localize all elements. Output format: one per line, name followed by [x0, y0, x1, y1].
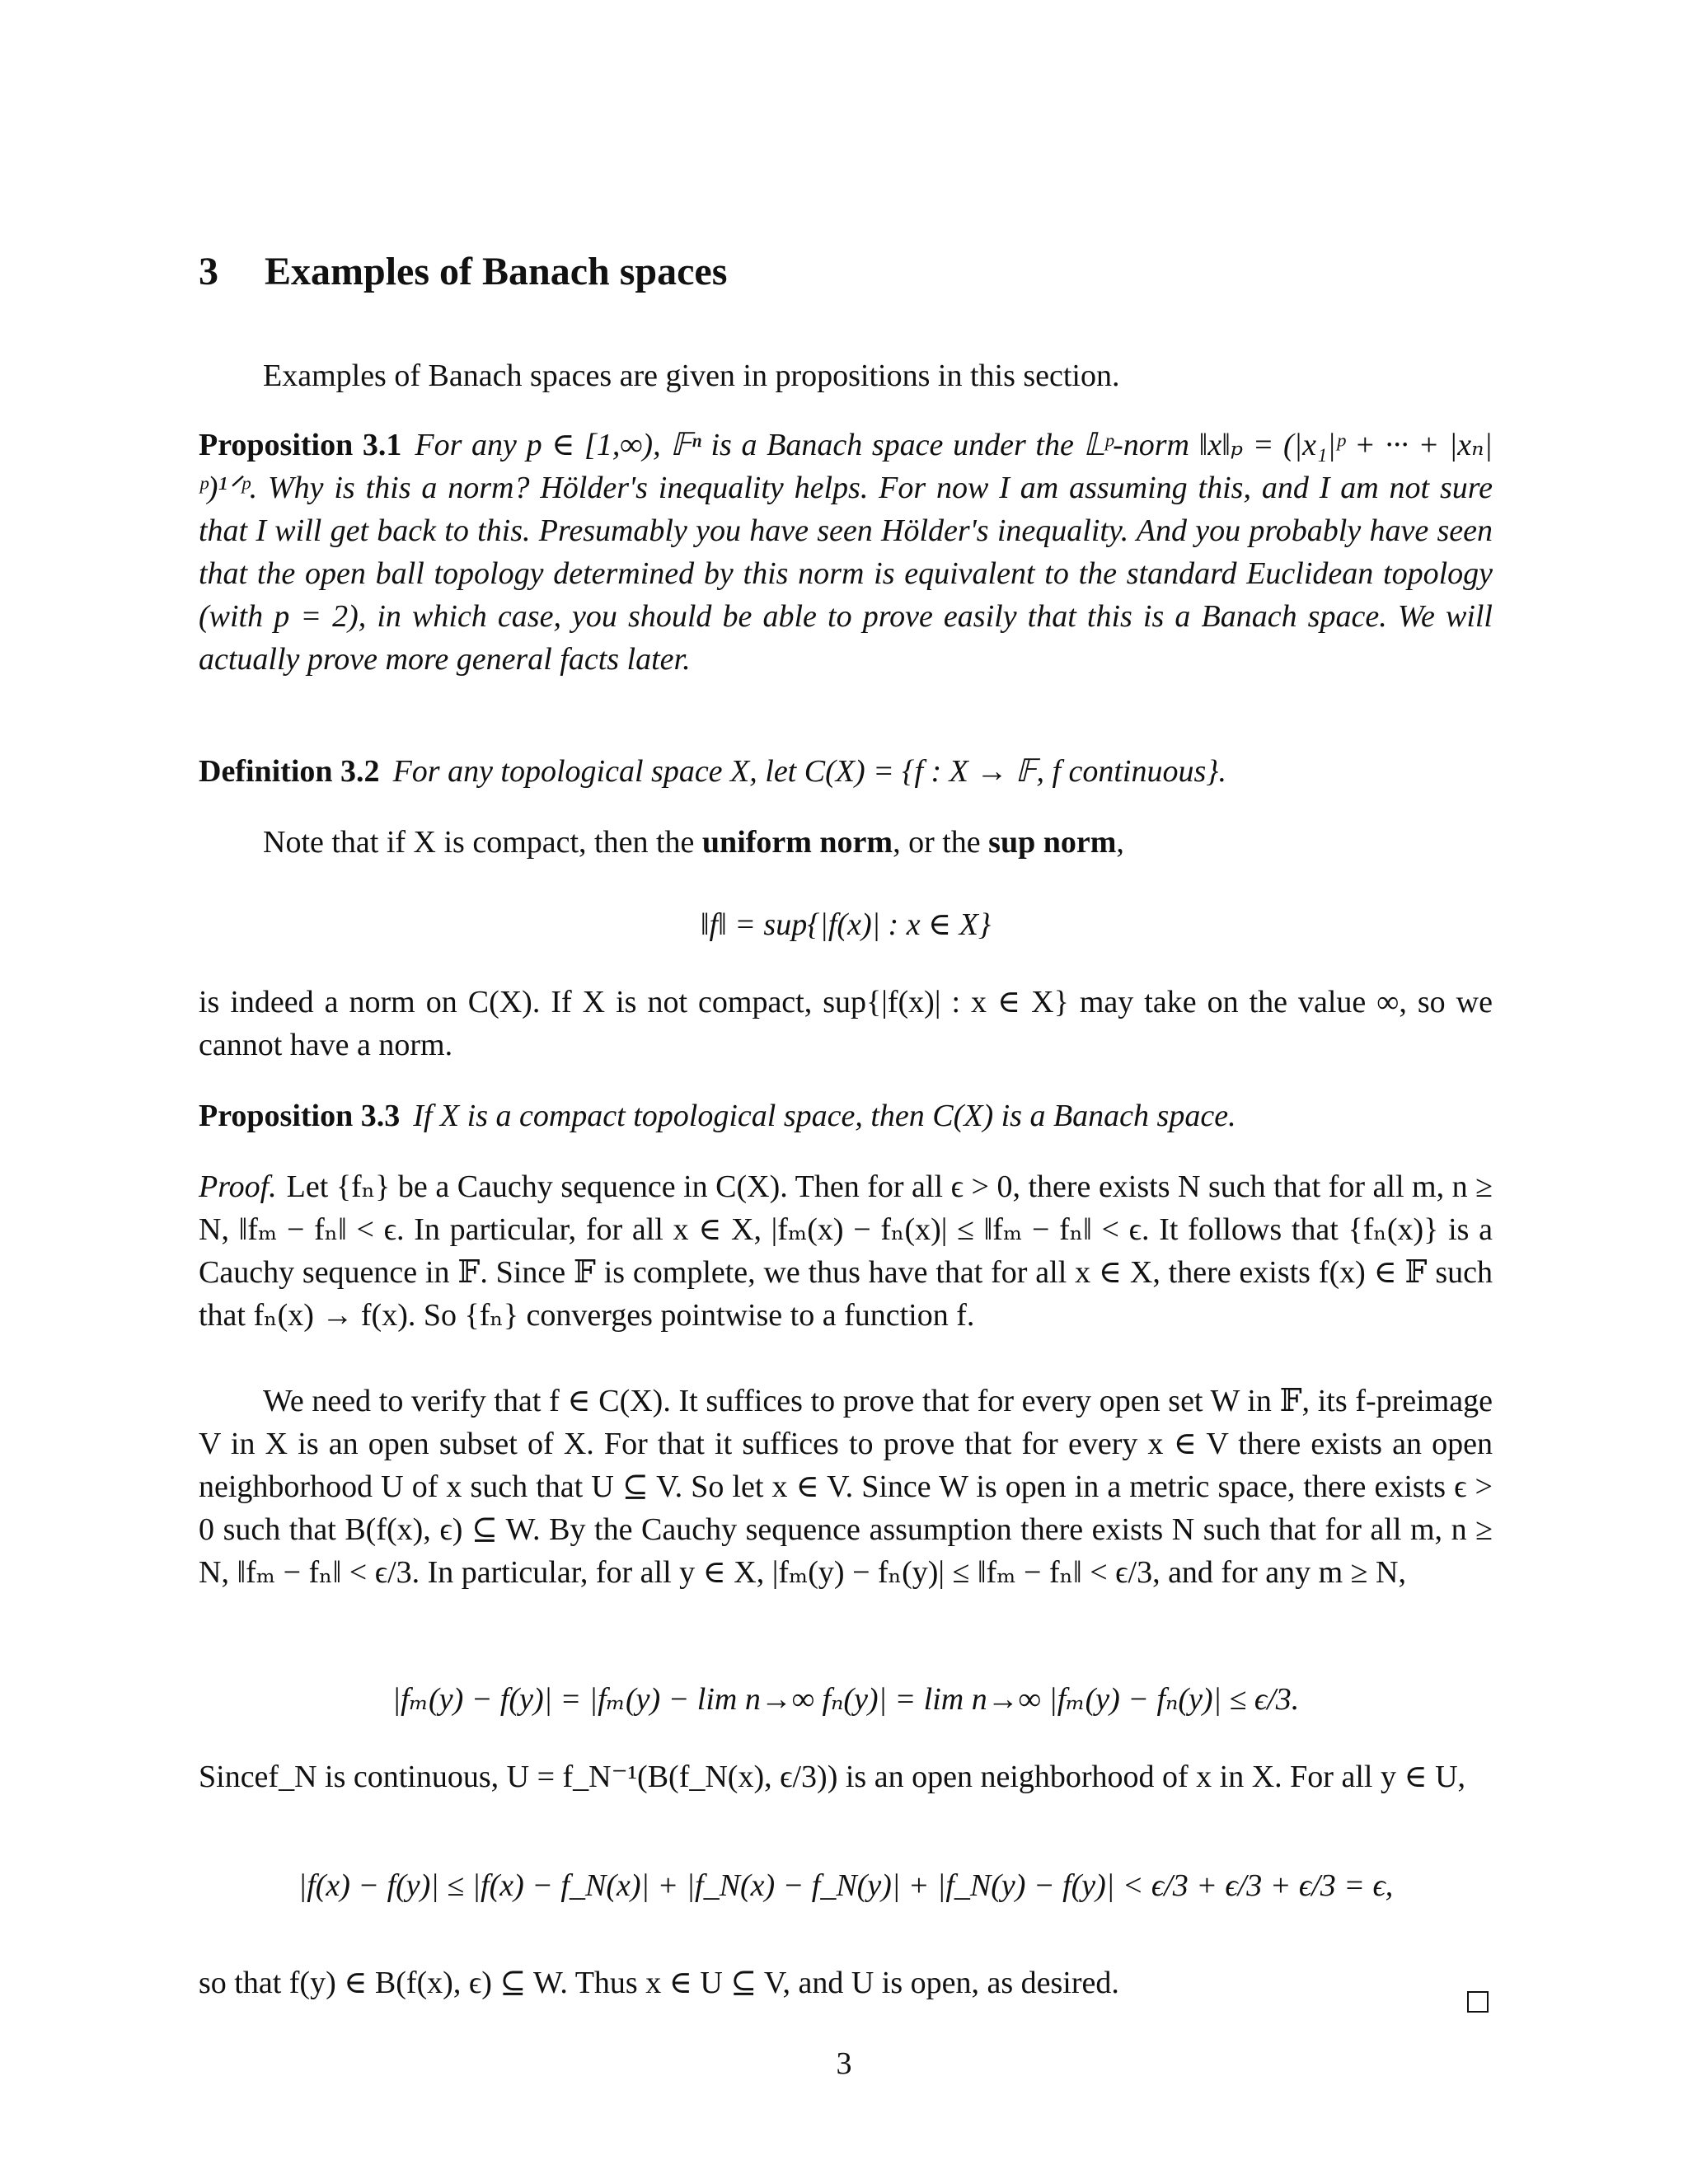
proof-paragraph-1 [199, 1165, 1493, 1337]
qed-box-icon [1467, 1991, 1489, 2013]
note-pre: Note that if X is compact, then the [263, 825, 702, 860]
proof-paragraph-1-text: Let {fₙ} be a Cauchy sequence in C(X). Then for all ϵ > 0, there exists N such that for all m, n ≥ N, ‖fₘ − fₙ‖ < ϵ. In particular, for all x ∈ X, |fₘ(x) − fₙ(x)| ≤ ‖fₘ − fₙ‖ < ϵ. It follows that {fₙ(x)} is a Cauchy sequence in 𝔽. Since 𝔽 is complete, we thus have that for all x ∈ X, there exists f(x) ∈ 𝔽 such that fₙ(x) → f(x). So {fₙ} converges pointwise to a function f. [199, 1169, 1493, 1333]
note-mid: , or the [893, 825, 989, 860]
proposition-3-1-text: For any p ∈ [1,∞), 𝔽ⁿ is a Banach space under the 𝕃ᵖ-norm ‖x‖ₚ = (|x₁|ᵖ + ··· + |xₙ|ᵖ)¹ᐟᵖ. Why is this a norm? Hölder's inequality helps. For now I am assuming this, and I am not sure that I will get back to this. Presumably you have seen Hölder's inequality. And you probably have seen that the open ball topology determined by this norm is equivalent to the standard Euclidean topology (with p = 2), in which case, you should be able to prove easily that this is a Banach space. We will actually prove more general facts later. [199, 428, 1493, 677]
proof-equation-2: |f(x) − f(y)| ≤ |f(x) − f_N(x)| + |f_N(x) − f_N(y)| + |f_N(y) − f(y)| < ϵ/3 + ϵ/3 + ϵ/3 = ϵ, [298, 1868, 1394, 1903]
page-number: 3 [836, 2046, 852, 2081]
note-term-uniform-norm: uniform norm [701, 825, 893, 860]
intro-paragraph: Examples of Banach spaces are given in propositions in this section. [263, 359, 1120, 393]
proof-equation-1: |fₘ(y) − f(y)| = |fₘ(y) − lim n→∞ fₙ(y)| = lim n→∞ |fₘ(y) − fₙ(y)| ≤ ϵ/3. [392, 1682, 1300, 1717]
proposition-3-3-label: Proposition 3.3 [199, 1099, 401, 1133]
proof-label: Proof. [199, 1169, 277, 1204]
definition-3-2 [199, 750, 1493, 793]
proposition-3-3-text: If X is a compact topological space, then C(X) is a Banach space. [413, 1099, 1236, 1133]
note-paragraph [199, 821, 1493, 864]
note-term-sup-norm: sup norm [988, 825, 1117, 860]
proof-paragraph-3: Sincef_N is continuous, U = f_N⁻¹(B(f_N(x), ϵ/3)) is an open neighborhood of x in X. For all y ∈ U, [199, 1760, 1466, 1794]
proposition-3-3 [199, 1094, 1493, 1137]
section-title: Examples of Banach spaces [265, 250, 728, 293]
after-equation-paragraph: is indeed a norm on C(X). If X is not compact, sup{|f(x)| : x ∈ X} may take on the value ∞, so we cannot have a norm. [199, 985, 1493, 1062]
section-heading [199, 247, 1493, 297]
note-post: , [1116, 825, 1124, 860]
proof-paragraph-4: so that f(y) ∈ B(f(x), ϵ) ⊆ W. Thus x ∈ U ⊆ V, and U is open, as desired. [199, 1966, 1119, 2000]
proposition-3-1 [199, 424, 1493, 681]
definition-3-2-text: For any topological space X, let C(X) = {f : X → 𝔽, f continuous}. [392, 754, 1226, 789]
proof-paragraph-2: We need to verify that f ∈ C(X). It suffices to prove that for every open set W in 𝔽, its f-preimage V in X is an open subset of X. For that it suffices to prove that for every x ∈ V there exists an open neighborhood U of x such that U ⊆ V. So let x ∈ V. Since W is open in a metric space, there exists ϵ > 0 such that B(f(x), ϵ) ⊆ W. By the Cauchy sequence assumption there exists N such that for all m, n ≥ N, ‖fₘ − fₙ‖ < ϵ/3. In particular, for all y ∈ X, |fₘ(y) − fₙ(y)| ≤ ‖fₘ − fₙ‖ < ϵ/3, and for any m ≥ N, [199, 1384, 1493, 1590]
sup-norm-equation: ‖f‖ = sup{|f(x)| : x ∈ X} [700, 907, 992, 942]
proposition-3-1-label: Proposition 3.1 [199, 428, 402, 462]
definition-3-2-label: Definition 3.2 [199, 754, 380, 789]
section-number: 3 [199, 250, 218, 293]
